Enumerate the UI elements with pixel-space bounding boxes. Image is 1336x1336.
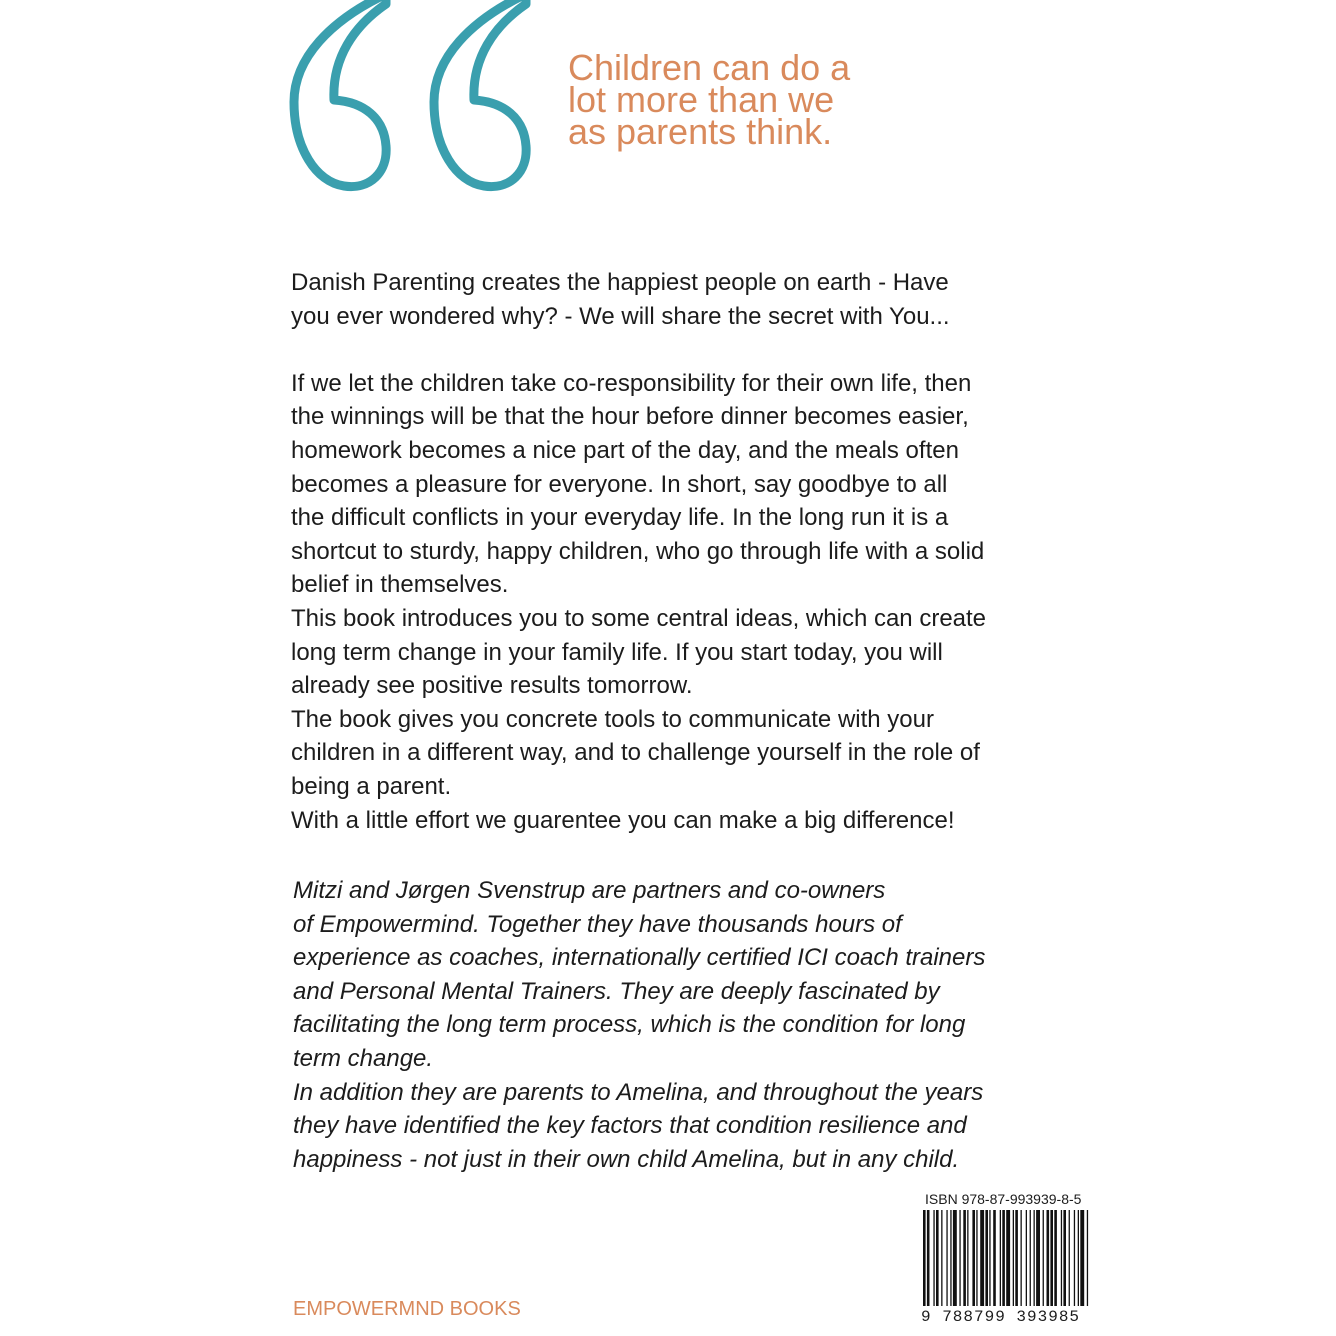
barcode-bar xyxy=(963,1210,966,1306)
barcode-bar xyxy=(1063,1210,1066,1306)
description-line: being a parent. xyxy=(291,772,452,800)
isbn-digits: 9 788799 393985 xyxy=(921,1308,1081,1326)
barcode-bar xyxy=(972,1210,975,1306)
description-line: you ever wondered why? - We will share the secret with You... xyxy=(291,302,950,330)
publisher-name: EMPOWERMND BOOKS xyxy=(293,1298,521,1320)
pull-quote xyxy=(568,47,968,152)
barcode-bar xyxy=(1034,1210,1035,1306)
barcode-bar xyxy=(933,1210,934,1306)
barcode-bar xyxy=(989,1210,990,1306)
barcode-bar xyxy=(1078,1210,1079,1306)
barcode-bar xyxy=(985,1210,988,1306)
barcode-bar xyxy=(1021,1210,1022,1306)
description-line: becomes a pleasure for everyone. In short, say goodbye to all xyxy=(291,470,948,498)
bio-line: experience as coaches, internationally certified ICI coach trainers xyxy=(293,944,986,972)
bio-line: they have identified the key factors that condition resilience and xyxy=(293,1112,967,1140)
description-line: This book introduces you to some central ideas, which can create xyxy=(291,604,987,632)
barcode-bar xyxy=(1069,1210,1070,1306)
barcode-bar xyxy=(1050,1210,1053,1306)
description-line: children in a different way, and to challenge yourself in the role of xyxy=(291,739,980,767)
barcode-bar xyxy=(1030,1210,1031,1306)
barcode-bar xyxy=(1087,1210,1088,1306)
barcode-bar xyxy=(1047,1210,1050,1306)
barcode-bar xyxy=(950,1210,951,1306)
bio-line: of Empowermind. Together they have thousands hours of xyxy=(293,910,902,938)
barcode-bar xyxy=(1061,1210,1062,1306)
barcode-icon xyxy=(921,1210,1091,1306)
bio-line: and Personal Mental Trainers. They are deeply fascinated by xyxy=(293,977,940,1005)
barcode-bar xyxy=(941,1210,942,1306)
isbn-label: ISBN 978-87-993939-8-5 xyxy=(925,1191,1082,1207)
bio-line: term change. xyxy=(293,1044,434,1072)
description-line: If we let the children take co-responsibility for their own life, then xyxy=(291,369,972,397)
barcode-bar xyxy=(1036,1210,1040,1306)
barcode-bar xyxy=(976,1210,977,1306)
barcode-bar xyxy=(1080,1210,1084,1306)
description-line: long term change in your family life. If you start today, you will xyxy=(291,638,943,666)
description-line: belief in themselves. xyxy=(291,571,509,599)
barcode-bar xyxy=(927,1210,930,1306)
barcode-bar xyxy=(959,1210,960,1306)
barcode-bar xyxy=(1000,1210,1001,1306)
description-line: the difficult conflicts in your everyday life. In the long run it is a xyxy=(291,504,949,532)
barcode-bar xyxy=(923,1210,926,1306)
barcode-bar xyxy=(993,1210,996,1306)
paragraph-gap xyxy=(291,333,1091,367)
barcode-bar xyxy=(967,1210,968,1306)
barcode-bar xyxy=(946,1210,947,1306)
book-description xyxy=(291,266,1091,837)
barcode-bar xyxy=(936,1210,939,1306)
barcode-bar xyxy=(1006,1210,1010,1306)
barcode-bar xyxy=(1074,1210,1075,1306)
barcode-bar xyxy=(980,1210,984,1306)
description-line: With a little effort we guarentee you can make a big difference! xyxy=(291,806,955,834)
barcode-bar xyxy=(1013,1210,1014,1306)
description-line: homework becomes a nice part of the day, and the meals often xyxy=(291,436,959,464)
bio-line: happiness - not just in their own child Amelina, but in any child. xyxy=(293,1145,960,1173)
quotation-mark-icon xyxy=(236,0,536,200)
bio-line: Mitzi and Jørgen Svenstrup are partners and co-owners xyxy=(293,877,886,904)
barcode-bar xyxy=(1026,1210,1027,1306)
pull-quote-line: lot more than we xyxy=(568,79,835,120)
bio-line: In addition they are parents to Amelina, and throughout the years xyxy=(293,1078,984,1106)
barcode-bar xyxy=(953,1210,957,1306)
barcode-bar xyxy=(1043,1210,1044,1306)
description-line: The book gives you concrete tools to communicate with your xyxy=(291,705,934,733)
barcode-bar xyxy=(1015,1210,1018,1306)
description-line: already see positive results tomorrow. xyxy=(291,672,693,700)
description-line: Danish Parenting creates the happiest people on earth - Have xyxy=(291,269,949,296)
barcode-bar xyxy=(1002,1210,1005,1306)
barcode-bar xyxy=(1054,1210,1057,1306)
pull-quote-line: Children can do a xyxy=(568,47,851,88)
author-bio xyxy=(293,874,1093,1176)
description-line: shortcut to sturdy, happy children, who go through life with a solid xyxy=(291,537,985,565)
description-line: the winnings will be that the hour before dinner becomes easier, xyxy=(291,403,969,431)
bio-line: facilitating the long term process, which is the condition for long xyxy=(293,1011,966,1039)
pull-quote-line: as parents think. xyxy=(568,111,833,152)
